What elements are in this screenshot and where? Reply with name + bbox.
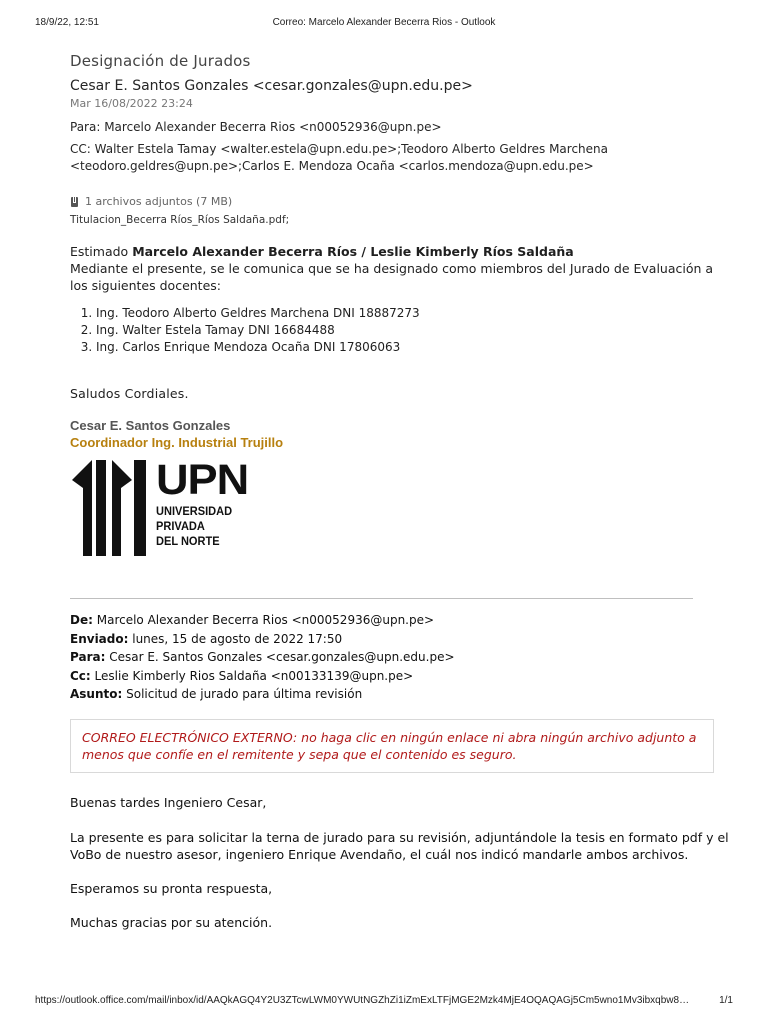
upn-logo-line3: DEL NORTE xyxy=(156,534,220,548)
greeting-names: Marcelo Alexander Becerra Ríos / Leslie Kimberly Ríos Saldaña xyxy=(132,244,574,259)
forwarded-header xyxy=(70,611,730,704)
attachments-summary[interactable] xyxy=(70,195,730,208)
attachments-count: 1 archivos adjuntos (7 MB) xyxy=(85,195,233,208)
body-paragraph: Buenas tardes Ingeniero Cesar, xyxy=(70,795,267,810)
fwd-subject-label: Asunto: xyxy=(70,687,123,701)
fwd-sent-label: Enviado: xyxy=(70,631,129,646)
fwd-subject: Solicitud de jurado para última revisión xyxy=(126,687,363,701)
signature-title: Coordinador Ing. Industrial Trujillo xyxy=(70,435,284,450)
forwarded-body xyxy=(70,794,730,948)
body-paragraph: Esperamos su pronta respuesta, xyxy=(70,881,273,896)
attachment-file-link[interactable]: Titulacion_Becerra Ríos_Ríos Saldaña.pdf; xyxy=(70,214,290,226)
fwd-subject-row xyxy=(70,685,730,704)
upn-arrows-icon xyxy=(72,460,152,556)
fwd-sent: lunes, 15 de agosto de 2022 17:50 xyxy=(132,631,343,646)
email-message xyxy=(70,52,730,560)
to-recipients[interactable]: Para: Marcelo Alexander Becerra Rios <n00052936@upn.pe> xyxy=(70,120,442,134)
external-email-warning xyxy=(70,719,714,773)
sender[interactable]: Cesar E. Santos Gonzales <cesar.gonzales@upn.edu.pe> xyxy=(70,78,473,94)
print-datetime: 18/9/22, 12:51 xyxy=(35,17,99,28)
juror-item: 1. Ing. Teodoro Alberto Geldres Marchena DNI 18887273 xyxy=(96,305,730,322)
fwd-from-row xyxy=(70,611,730,630)
upn-logo-line2: PRIVADA xyxy=(156,519,205,533)
cc-recipients[interactable] xyxy=(70,141,730,175)
fwd-from-label: De: xyxy=(70,613,93,627)
juror-item: 3. Ing. Carlos Enrique Mendoza Ocaña DNI 17806063 xyxy=(96,339,730,356)
email-subject: Designación de Jurados xyxy=(70,52,251,70)
upn-logo-main: UPN xyxy=(156,456,249,504)
fwd-to-row xyxy=(70,648,730,667)
greeting-prefix: Estimado xyxy=(70,244,133,259)
print-page-number: 1/1 xyxy=(719,995,733,1006)
fwd-sent-row xyxy=(70,630,730,649)
cc-line-2: <teodoro.geldres@upn.pe>;Carlos E. Mendoza Ocaña <carlos.mendoza@upn.edu.pe> xyxy=(70,159,594,173)
body-paragraph: Muchas gracias por su atención. xyxy=(70,915,273,930)
greeting xyxy=(70,243,730,260)
juror-item: 2. Ing. Walter Estela Tamay DNI 16684488 xyxy=(96,322,730,339)
fwd-cc-label: Cc: xyxy=(70,668,91,683)
body-paragraph: La presente es para solicitar la terna de jurado para su revisión, adjuntándole la tesis en formato pdf y el VoBo de nuestro asesor, ingeniero Enrique Avendaño, el cuál nos indicó mandarle ambos archivos. xyxy=(70,830,729,862)
sent-date: Mar 16/08/2022 23:24 xyxy=(70,97,193,110)
jurors-list xyxy=(70,305,730,356)
external-warning-text: CORREO ELECTRÓNICO EXTERNO: no haga clic en ningún enlace ni abra ningún archivo adjunto a menos que confíe en el remitente y sepa que el contenido es seguro. xyxy=(82,730,697,762)
intro-text: Mediante el presente, se le comunica que se ha designado como miembros del Jurado de Evaluación a los siguientes docentes: xyxy=(70,261,714,293)
fwd-cc: Leslie Kimberly Rios Saldaña <n00133139@upn.pe> xyxy=(94,668,414,683)
fwd-to: Cesar E. Santos Gonzales <cesar.gonzales@upn.edu.pe> xyxy=(109,650,455,664)
cc-line-1: CC: Walter Estela Tamay <walter.estela@upn.edu.pe>;Teodoro Alberto Geldres Marchena xyxy=(70,142,608,156)
quote-divider xyxy=(70,598,693,599)
closing: Saludos Cordiales. xyxy=(70,386,189,401)
signature-name: Cesar E. Santos Gonzales xyxy=(70,418,231,433)
paperclip-icon xyxy=(70,196,80,208)
fwd-from: Marcelo Alexander Becerra Rios <n00052936@upn.pe> xyxy=(96,613,435,627)
upn-logo-line1: UNIVERSIDAD xyxy=(156,504,233,518)
fwd-to-label: Para: xyxy=(70,650,106,664)
print-title: Correo: Marcelo Alexander Becerra Rios - Outlook xyxy=(272,17,496,28)
upn-logo-text xyxy=(156,456,249,549)
upn-logo xyxy=(72,456,730,560)
print-url: https://outlook.office.com/mail/inbox/id/AAQkAGQ4Y2U3ZTcwLWM0YWUtNGZhZi1iZmExLTFjMGE2Mzk4MjE4OQAQAGj5Cm5wno1Mv3ibxqbw8… xyxy=(35,995,690,1006)
fwd-cc-row xyxy=(70,667,730,686)
